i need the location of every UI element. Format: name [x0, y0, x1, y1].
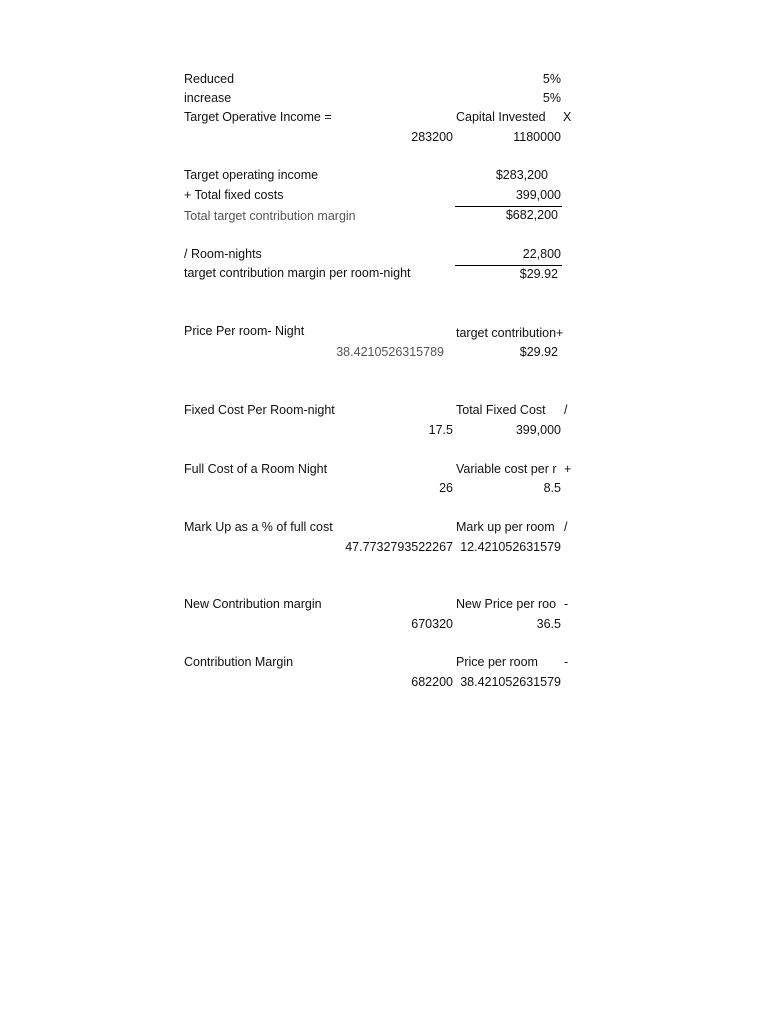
fixed-cost-per-room-value: 17.5	[428, 423, 453, 437]
fixed-cost-per-room-label: Fixed Cost Per Room-night	[184, 403, 335, 417]
cm-value: 682200	[411, 675, 453, 689]
new-price-per-room-value: 36.5	[536, 617, 561, 631]
total-fixed-cost-label: Total Fixed Cost	[456, 403, 546, 417]
total-fixed-costs-value: 399,000	[515, 188, 561, 202]
total-target-cm-label: Total target contribution margin	[184, 209, 356, 223]
division-divider	[455, 265, 562, 266]
target-contribution-label: target contribution+	[456, 326, 564, 340]
full-cost-label: Full Cost of a Room Night	[184, 462, 328, 476]
price-per-room-night-label: Price Per room- Night	[184, 324, 305, 338]
target-operative-income-label: Target Operative Income =	[184, 110, 332, 124]
increase-value: 5%	[542, 91, 561, 105]
total-fixed-cost-value: 399,000	[515, 423, 561, 437]
room-nights-value: 22,800	[522, 247, 561, 261]
divide-operator: /	[564, 403, 568, 417]
capital-invested-label: Capital Invested	[456, 110, 546, 124]
markup-per-room-value: 12.421052631579	[460, 540, 561, 554]
cm-label: Contribution Margin	[184, 655, 294, 669]
target-cm-per-room-label: target contribution margin per room-night	[184, 266, 411, 280]
total-target-cm-value: $682,200	[505, 208, 558, 222]
full-cost-value: 26	[439, 481, 453, 495]
price-per-room-night-value: 38.4210526315789	[336, 345, 444, 359]
markup-label: Mark Up as a % of full cost	[184, 520, 333, 534]
target-contribution-value: $29.92	[519, 345, 558, 359]
price-per-room-value: 38.421052631579	[460, 675, 561, 689]
new-price-per-room-label: New Price per roo	[456, 597, 557, 611]
reduced-label: Reduced	[184, 72, 235, 86]
markup-per-room-label: Mark up per room	[456, 520, 555, 534]
price-per-room-label: Price per room	[456, 655, 538, 669]
capital-invested-value: 1180000	[513, 130, 561, 144]
cm-minus-operator: -	[564, 655, 569, 669]
increase-label: increase	[184, 91, 232, 105]
multiply-operator: X	[563, 110, 572, 124]
variable-cost-label: Variable cost per r	[456, 462, 557, 476]
new-cm-label: New Contribution margin	[184, 597, 322, 611]
variable-cost-value: 8.5	[543, 481, 561, 495]
target-operative-income-value: 283200	[411, 130, 453, 144]
room-nights-label: / Room-nights	[184, 247, 262, 261]
reduced-value: 5%	[542, 72, 561, 86]
target-operating-income-label: Target operating income	[184, 168, 319, 182]
target-cm-per-room-value: $29.92	[519, 267, 558, 281]
sum-divider	[455, 206, 562, 207]
total-fixed-costs-label: + Total fixed costs	[184, 188, 284, 202]
plus-operator: +	[564, 462, 572, 476]
markup-divide-operator: /	[564, 520, 568, 534]
target-operating-income-value: $283,200	[495, 168, 548, 182]
new-cm-minus-operator: -	[564, 597, 569, 611]
new-cm-value: 670320	[411, 617, 453, 631]
markup-percent-value: 47.7732793522267	[345, 540, 453, 554]
